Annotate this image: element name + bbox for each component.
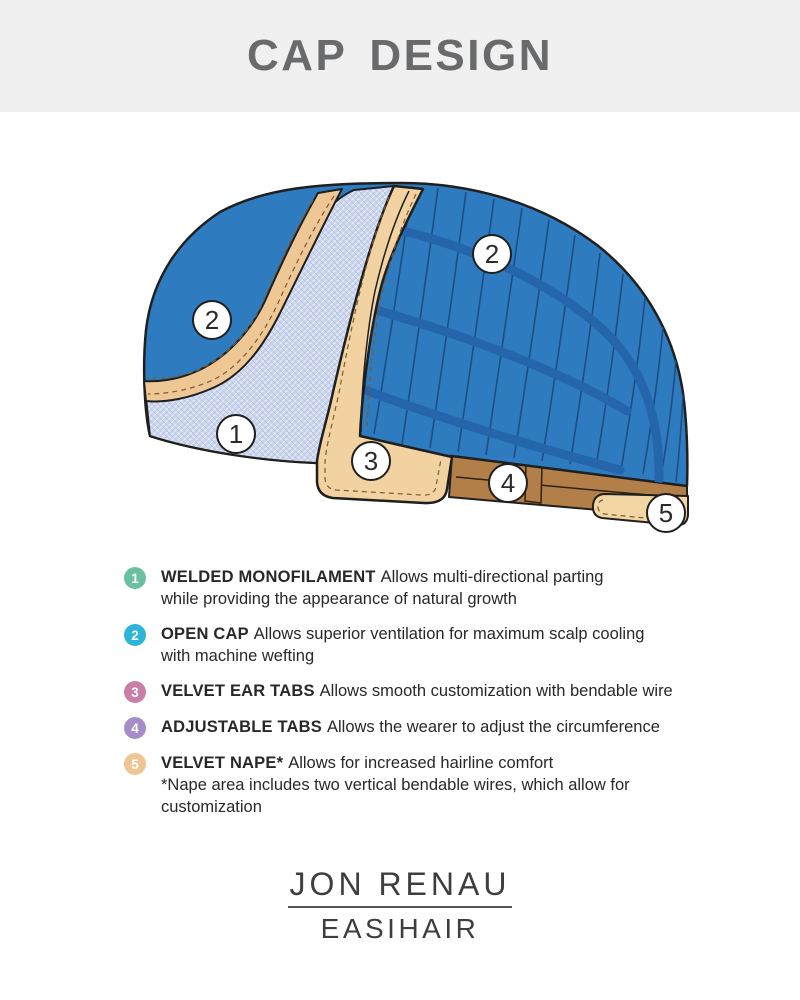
legend-badge-3: 3 bbox=[124, 681, 146, 703]
legend-desc-5: Allows for increased hairline comfort bbox=[288, 754, 554, 772]
legend-desc-2: Allows superior ventilation for maximum scalp cooling bbox=[253, 625, 645, 643]
legend-desc-1: Allows multi-directional parting bbox=[380, 568, 604, 586]
svg-text:5: 5 bbox=[658, 498, 674, 528]
callout-open-cap-left bbox=[193, 301, 231, 339]
svg-text:2: 2 bbox=[204, 305, 220, 335]
legend-title-5: VELVET NAPE* bbox=[161, 754, 284, 772]
legend-desc-4: Allows the wearer to adjust the circumference bbox=[326, 718, 660, 736]
page-title: CAP DESIGN bbox=[246, 31, 554, 80]
callout-adjustable-tabs bbox=[489, 464, 527, 502]
legend-item-velvet-ear-tabs bbox=[124, 680, 784, 703]
legend-badge-5: 5 bbox=[124, 753, 146, 775]
legend-title-4: ADJUSTABLE TABS bbox=[161, 718, 322, 736]
svg-text:3: 3 bbox=[363, 446, 379, 476]
legend-title-2: OPEN CAP bbox=[161, 625, 249, 643]
brand-subname: EASIHAIR bbox=[320, 913, 480, 944]
legend bbox=[124, 566, 784, 831]
brand-divider bbox=[288, 906, 512, 908]
svg-text:1: 1 bbox=[228, 419, 244, 449]
legend-badge-2: 2 bbox=[124, 624, 146, 646]
legend-desc-2b: with machine wefting bbox=[161, 647, 315, 665]
legend-badge-1: 1 bbox=[124, 567, 146, 589]
legend-item-velvet-nape bbox=[124, 752, 784, 818]
legend-footnote-line1: *Nape area includes two vertical bendable wires, which allow for bbox=[161, 776, 630, 794]
legend-title-1: WELDED MONOFILAMENT bbox=[161, 568, 376, 586]
callout-open-cap-right bbox=[473, 235, 511, 273]
callout-velvet-nape bbox=[647, 494, 685, 532]
svg-text:2: 2 bbox=[484, 239, 500, 269]
callout-monofilament bbox=[217, 415, 255, 453]
legend-footnote-line2: customization bbox=[161, 798, 262, 816]
legend-badge-4: 4 bbox=[124, 717, 146, 739]
legend-title-3: VELVET EAR TABS bbox=[161, 682, 315, 700]
brand-logo bbox=[0, 866, 800, 945]
brand-name: JON RENAU bbox=[289, 866, 511, 902]
callout-ear-tabs bbox=[352, 442, 390, 480]
legend-item-welded-monofilament bbox=[124, 566, 784, 610]
legend-desc-1b: while providing the appearance of natural growth bbox=[161, 590, 517, 608]
svg-text:4: 4 bbox=[500, 468, 516, 498]
legend-desc-3: Allows smooth customization with bendable wire bbox=[319, 682, 673, 700]
legend-item-open-cap bbox=[124, 623, 784, 667]
legend-item-adjustable-tabs bbox=[124, 716, 784, 739]
